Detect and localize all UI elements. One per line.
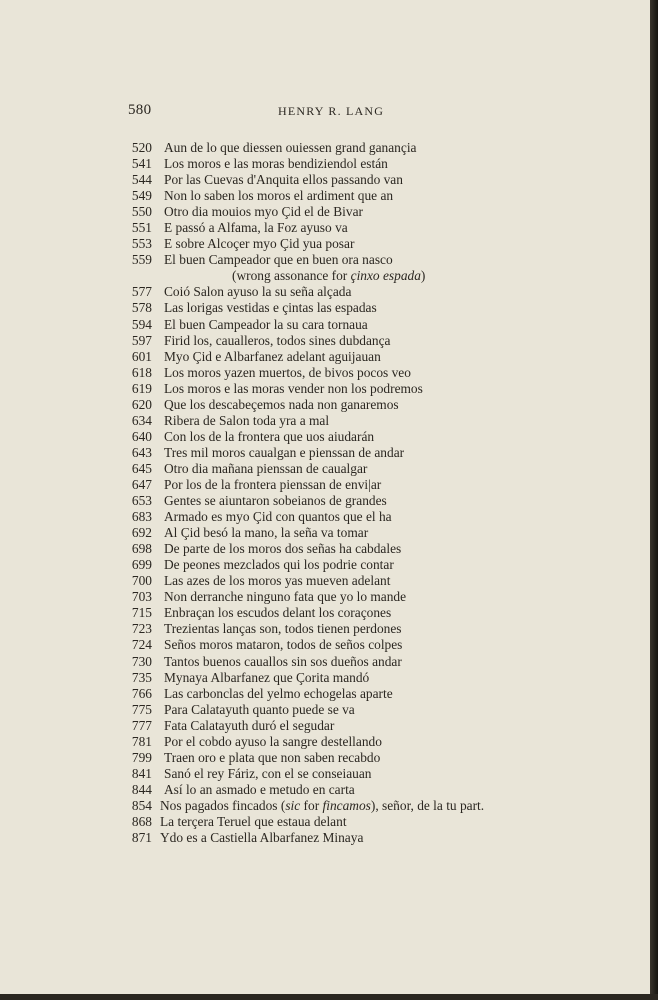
verse-line [118,349,538,365]
line-number: 550 [131,204,152,220]
line-number: 645 [131,460,152,476]
verse-text: Por los de la frontera pienssan de envi|ar [164,476,382,492]
line-number: 544 [131,172,152,188]
line-number: 841 [131,765,152,781]
verse-fragment: for [300,797,323,813]
verse-text: Coió Salon ayuso la su seña alçada [164,284,352,300]
verse-text: Ydo es a Castiella Albarfanez Minaya [160,830,364,846]
line-number: 775 [131,701,152,717]
line-number: 777 [131,717,152,733]
page-header [128,102,468,124]
verse-line [118,268,538,284]
line-number: 868 [131,813,152,829]
verse-line [118,654,538,670]
verse-text: E passó a Alfama, la Foz ayuso va [164,220,348,236]
verse-text: Gentes se aiuntaron sobeianos de grandes [164,493,387,509]
line-number: 559 [131,252,152,268]
line-number: 730 [131,653,152,669]
verse-text: Aun de lo que diessen ouiessen grand ganançia [164,140,417,155]
verse-text: Para Calatayuth quanto puede se va [164,701,355,717]
verse-line [118,750,538,766]
verse-text: Firid los, caualleros, todos sines dubdança [164,332,391,348]
verse-text: Ribera de Salon toda yra a mal [164,412,330,428]
line-number: 578 [131,300,152,316]
verse-line [118,814,538,830]
verse-text: Traen oro e plata que non saben recabdo [164,749,381,765]
verse-line [118,429,538,445]
verse-text: De peones mezclados qui los podrie contar [164,557,394,573]
verse-line [118,236,538,252]
verse-text: Por las Cuevas d'Anquita ellos passando van [164,172,403,188]
verse-line [118,413,538,429]
line-number: 799 [131,749,152,765]
verse-text: El buen Campeador la su cara tornaua [164,316,368,332]
verse-line [118,670,538,686]
verse-text: De parte de los moros dos señas ha cabdales [164,541,402,557]
verse-text: Así lo an asmado e metudo en carta [164,781,355,797]
verse-text: Sanó el rey Fáriz, con el se conseiauan [164,765,372,781]
verse-line [118,621,538,637]
verse-text: Los moros yazen muertos, de bivos pocos veo [164,364,411,380]
line-number: 640 [131,428,152,444]
verse-line [118,445,538,461]
note-text: (wrong assonance for [232,268,351,284]
line-number: 715 [131,605,152,621]
verse-text: La terçera Teruel que estaua delant [160,813,347,829]
line-number: 703 [131,589,152,605]
verse-text: Seños moros mataron, todos de seños colpes [164,637,403,653]
verse-line [118,365,538,381]
verse-text: Trezientas lanças son, todos tienen perdones [164,621,402,637]
line-number: 634 [131,412,152,428]
line-number: 541 [131,156,152,172]
line-number: 619 [131,380,152,396]
verse-text: Otro dia mañana pienssan de caualgar [164,460,368,476]
line-number: 577 [131,284,152,300]
line-number: 699 [131,557,152,573]
line-number: 735 [131,669,152,685]
verse-text: Por el cobdo ayuso la sangre destellando [164,733,382,749]
line-number: 594 [131,316,152,332]
line-number: 871 [131,830,152,846]
verse-text [160,798,484,814]
verse-line [118,605,538,621]
verse-text: Armado es myo Çid con quantos que el ha [164,509,392,525]
verse-line [118,172,538,188]
italic-word: fincamos [322,797,371,813]
verse-line [118,830,538,846]
line-number: 618 [131,364,152,380]
assonance-note [232,268,425,284]
verse-line [118,798,538,814]
verse-text: Las azes de los moros yas mueven adelant [164,573,391,589]
line-number: 854 [131,797,152,813]
line-number: 647 [131,476,152,492]
line-number: 620 [131,396,152,412]
verse-fragment: ), señor, de la tu part. [370,797,485,813]
verse-line [118,718,538,734]
line-number: 723 [131,621,152,637]
verse-line [118,782,538,798]
verse-text: Los moros e las moras bendiziendol están [164,156,388,172]
page-bottom-edge [0,994,658,1000]
verse-line [118,284,538,300]
verse-text: Con los de la frontera que uos aiudarán [164,428,375,444]
verse-text: Que los descabeçemos nada non ganaremos [164,396,399,412]
verse-text: Las carbonclas del yelmo echogelas aparte [164,685,393,701]
verse-text: Tres mil moros caualgan e pienssan de andar [164,444,405,460]
verse-line [118,637,538,653]
running-head: HENRY R. LANG [278,104,385,118]
page-number: 580 [128,102,152,118]
verse-line [118,140,538,156]
verse-text: Otro dia mouios myo Çid el de Bivar [164,204,363,220]
line-number: 683 [131,509,152,525]
line-number: 553 [131,236,152,252]
verse-line [118,557,538,573]
line-number: 597 [131,332,152,348]
verse-text: Mynaya Albarfanez que Çorita mandó [164,669,370,685]
verse-line [118,220,538,236]
page-edge [650,0,658,1000]
note-italic: çinxo espada [350,268,421,284]
verse-text: Los moros e las moras vender non los podremos [164,380,423,396]
verse-line [118,686,538,702]
verse-text: Al Çid besó la mano, la seña va tomar [164,525,369,541]
verse-line [118,204,538,220]
line-number: 549 [131,188,152,204]
verse-line [118,477,538,493]
line-number: 653 [131,493,152,509]
verse-line [118,525,538,541]
verse-line [118,573,538,589]
verse-line [118,317,538,333]
verse-text: Non lo saben los moros el ardiment que an [164,188,394,204]
line-number: 601 [131,348,152,364]
verse-line [118,188,538,204]
line-number: 781 [131,733,152,749]
line-number: 724 [131,637,152,653]
line-number: 520 [131,140,152,155]
verse-text: Enbraçan los escudos delant los coraçones [164,605,392,621]
verse-line [118,252,538,268]
verse-text: Fata Calatayuth duró el segudar [164,717,335,733]
verse-text: El buen Campeador que en buen ora nasco [164,252,393,268]
note-text: ) [420,268,426,284]
verse-line [118,397,538,413]
verse-line [118,333,538,349]
verse-line [118,493,538,509]
verse-line [118,702,538,718]
verse-line [118,766,538,782]
verse-line [118,300,538,316]
line-number: 551 [131,220,152,236]
italic-word: sic [285,797,301,813]
line-number: 844 [131,781,152,797]
line-number: 698 [131,541,152,557]
verse-line [118,541,538,557]
verse-text: Non derranche ninguno fata que yo lo mande [164,589,407,605]
verse-line [118,381,538,397]
verse-line [118,734,538,750]
verse-fragment: Nos pagados fincados ( [160,797,286,813]
verse-line [118,589,538,605]
verse-line [118,156,538,172]
line-number: 643 [131,444,152,460]
verse-text: Myo Çid e Albarfanez adelant aguijauan [164,348,381,364]
verse-line [118,461,538,477]
verse-line [118,509,538,525]
verse-text: Tantos buenos cauallos sin sos dueños andar [164,653,402,669]
line-number: 766 [131,685,152,701]
verse-text: Las lorigas vestidas e çintas las espadas [164,300,377,316]
line-number: 692 [131,525,152,541]
line-number: 700 [131,573,152,589]
verse-list [118,140,538,846]
verse-text: E sobre Alcoçer myo Çid yua posar [164,236,355,252]
